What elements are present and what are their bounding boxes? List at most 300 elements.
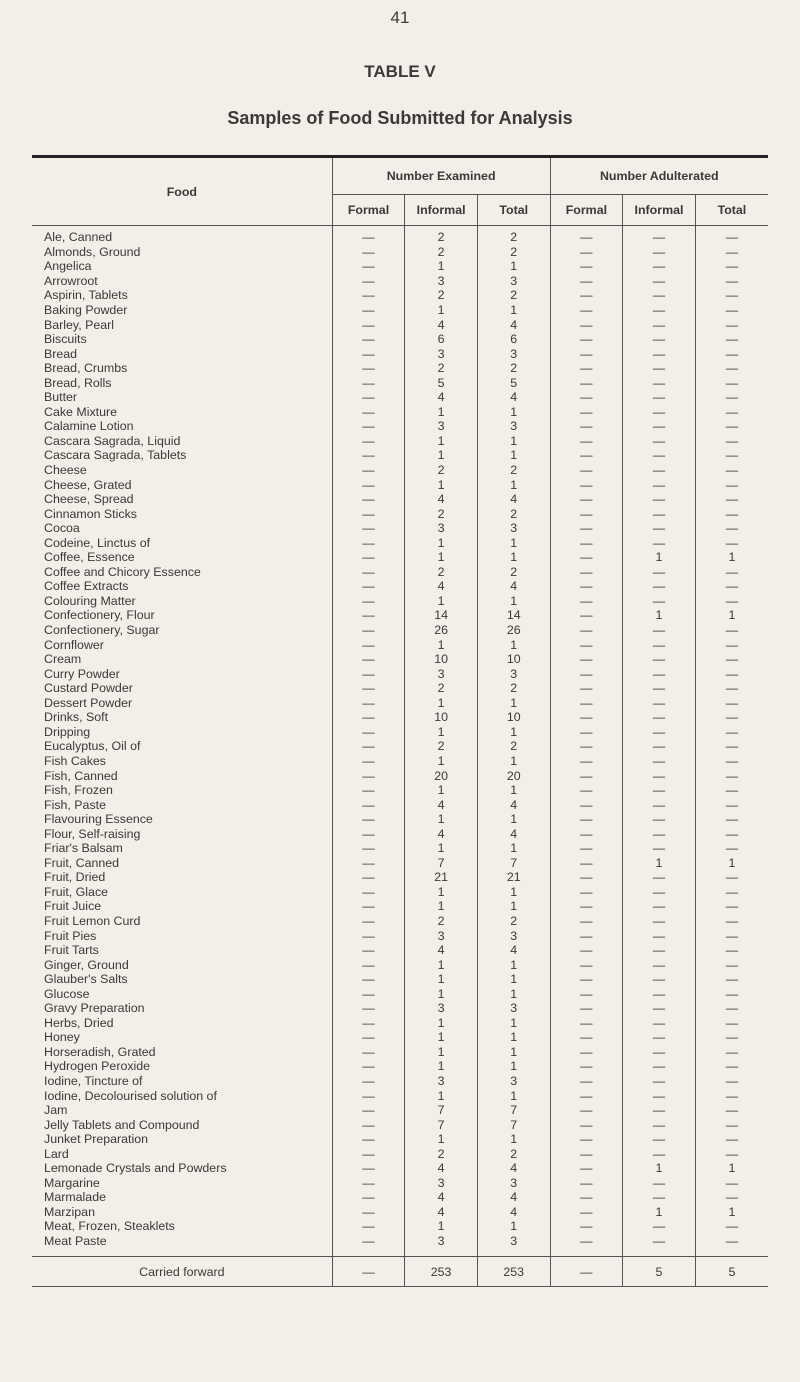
carried-forward-row [32, 1257, 768, 1287]
food-name: Hydrogen Peroxide [44, 1059, 153, 1073]
food-cell [32, 346, 332, 361]
examined-formal: — [362, 317, 375, 332]
examined-informal: 1 [405, 783, 478, 798]
food-name: Honey [44, 1030, 83, 1044]
food-cell [32, 637, 332, 652]
adulterated-formal: — [550, 812, 623, 827]
examined-formal: — [362, 913, 375, 928]
food-name: Fruit, Dried [44, 870, 108, 884]
header-examined-formal: Formal [332, 195, 405, 226]
adulterated-informal: — [623, 885, 696, 900]
examined-total: 6 [477, 332, 550, 347]
examined-total: 1 [477, 1045, 550, 1060]
adulterated-informal: 1 [623, 608, 696, 623]
table-row [32, 390, 768, 405]
adulterated-informal: — [623, 448, 696, 463]
table-row [32, 463, 768, 478]
adulterated-total: — [695, 957, 768, 972]
adulterated-total: — [695, 1117, 768, 1132]
examined-informal: 2 [405, 681, 478, 696]
examined-total: 1 [477, 535, 550, 550]
food-cell [32, 565, 332, 580]
food-name: Bread, Rolls [44, 376, 115, 390]
examined-informal: 2 [405, 226, 478, 245]
examined-formal: — [362, 303, 375, 317]
adulterated-formal: — [550, 1205, 623, 1220]
examined-formal: — [362, 1175, 375, 1190]
table-row [32, 637, 768, 652]
examined-informal: 2 [405, 506, 478, 521]
adulterated-informal: — [623, 1219, 696, 1234]
examined-formal: — [362, 681, 375, 696]
adulterated-formal: — [550, 1103, 623, 1118]
examined-formal: — [362, 753, 375, 768]
examined-informal: 1 [405, 434, 478, 449]
adulterated-formal: — [550, 623, 623, 638]
examined-formal: — [362, 1103, 375, 1118]
adulterated-formal: — [550, 434, 623, 449]
examined-total: 3 [477, 1074, 550, 1089]
examined-formal: — [362, 1132, 375, 1147]
food-name: Coffee Extracts [44, 579, 131, 593]
adulterated-informal: — [623, 943, 696, 958]
adulterated-informal: — [623, 405, 696, 420]
adulterated-total: — [695, 1103, 768, 1118]
adulterated-total: — [695, 1059, 768, 1074]
adulterated-total: — [695, 986, 768, 1001]
adulterated-informal: — [623, 652, 696, 667]
examined-informal: 1 [405, 477, 478, 492]
examined-total: 1 [477, 1088, 550, 1103]
food-cell [32, 361, 332, 376]
table-row [32, 579, 768, 594]
food-cell [32, 783, 332, 798]
table-row [32, 986, 768, 1001]
examined-formal: — [362, 230, 375, 245]
examined-total: 1 [477, 696, 550, 711]
adulterated-formal: — [550, 914, 623, 929]
food-cell [32, 1205, 332, 1220]
examined-total: 1 [477, 812, 550, 827]
adulterated-informal: — [623, 681, 696, 696]
table-row [32, 434, 768, 449]
adulterated-total: — [695, 375, 768, 390]
page-number: 41 [390, 8, 410, 27]
food-name: Cream [44, 652, 84, 666]
food-analysis-table [32, 155, 768, 1287]
adulterated-informal: 1 [623, 550, 696, 565]
food-cell [32, 986, 332, 1001]
carried-examined-total: 253 [477, 1257, 550, 1287]
food-cell [32, 303, 332, 318]
food-name: Dessert Powder [44, 696, 135, 710]
adulterated-total: — [695, 288, 768, 303]
food-cell [32, 535, 332, 550]
examined-formal: — [362, 1073, 375, 1088]
adulterated-informal: — [623, 928, 696, 943]
food-name: Lard [44, 1147, 72, 1161]
examined-formal: — [362, 652, 375, 667]
examined-total: 2 [477, 245, 550, 260]
food-name: Jelly Tablets and Compound [44, 1118, 202, 1132]
examined-formal: — [362, 986, 375, 1001]
examined-informal: 1 [405, 535, 478, 550]
adulterated-formal: — [550, 259, 623, 274]
examined-formal: — [362, 244, 375, 259]
examined-total: 2 [477, 226, 550, 245]
adulterated-informal: — [623, 332, 696, 347]
header-adulterated-total: Total [695, 195, 768, 226]
examined-informal: 3 [405, 521, 478, 536]
adulterated-informal: — [623, 1103, 696, 1118]
examined-total: 26 [477, 623, 550, 638]
food-name: Flour, Self-raising [44, 827, 143, 841]
examined-informal: 1 [405, 986, 478, 1001]
table-row [32, 885, 768, 900]
examined-total: 7 [477, 1117, 550, 1132]
adulterated-total: — [695, 405, 768, 420]
examined-informal: 2 [405, 361, 478, 376]
examined-total: 1 [477, 972, 550, 987]
adulterated-total: — [695, 666, 768, 681]
food-cell [32, 492, 332, 507]
food-cell [32, 463, 332, 478]
adulterated-total: — [695, 506, 768, 521]
adulterated-informal: — [623, 1059, 696, 1074]
food-cell [32, 434, 332, 449]
examined-informal: 3 [405, 1001, 478, 1016]
food-cell [32, 1045, 332, 1060]
food-name: Cinnamon Sticks [44, 507, 140, 521]
examined-formal: — [362, 521, 375, 536]
examined-formal: — [362, 477, 375, 492]
adulterated-total: — [695, 928, 768, 943]
adulterated-total: — [695, 1234, 768, 1249]
adulterated-informal: — [623, 1146, 696, 1161]
adulterated-total: — [695, 1001, 768, 1016]
adulterated-formal: — [550, 1088, 623, 1103]
examined-informal: 3 [405, 666, 478, 681]
table-row [32, 1088, 768, 1103]
examined-informal: 1 [405, 957, 478, 972]
examined-formal: — [362, 390, 375, 405]
food-cell [32, 885, 332, 900]
examined-formal: — [362, 957, 375, 972]
table-row [32, 274, 768, 289]
adulterated-total: 1 [695, 1161, 768, 1176]
adulterated-total: — [695, 594, 768, 609]
adulterated-total: — [695, 870, 768, 885]
adulterated-total: — [695, 1045, 768, 1060]
table-row [32, 535, 768, 550]
food-name: Meat, Frozen, Steaklets [44, 1219, 178, 1233]
adulterated-formal: — [550, 594, 623, 609]
examined-informal: 1 [405, 725, 478, 740]
adulterated-total: — [695, 783, 768, 798]
adulterated-formal: — [550, 1117, 623, 1132]
adulterated-formal: — [550, 928, 623, 943]
examined-total: 3 [477, 1001, 550, 1016]
adulterated-total: — [695, 521, 768, 536]
food-cell [32, 972, 332, 987]
examined-formal: — [362, 710, 375, 725]
examined-informal: 4 [405, 1205, 478, 1220]
examined-informal: 7 [405, 1117, 478, 1132]
table-row [32, 1059, 768, 1074]
examined-informal: 1 [405, 696, 478, 711]
food-name: Curry Powder [44, 667, 123, 681]
examined-total: 2 [477, 739, 550, 754]
examined-total: 7 [477, 1103, 550, 1118]
table-row [32, 1176, 768, 1191]
food-name: Barley, Pearl [44, 318, 117, 332]
table-row [32, 1016, 768, 1031]
examined-formal: — [362, 259, 375, 274]
examined-formal: — [362, 1059, 375, 1074]
examined-total: 1 [477, 885, 550, 900]
examined-formal: — [362, 928, 375, 943]
examined-informal: 1 [405, 594, 478, 609]
examined-informal: 2 [405, 245, 478, 260]
examined-informal: 3 [405, 346, 478, 361]
food-cell [32, 666, 332, 681]
adulterated-total: — [695, 1074, 768, 1089]
food-cell [32, 288, 332, 303]
adulterated-total: — [695, 245, 768, 260]
adulterated-informal: — [623, 1132, 696, 1147]
table-row [32, 226, 768, 245]
food-cell [32, 375, 332, 390]
examined-informal: 1 [405, 885, 478, 900]
adulterated-informal: — [623, 419, 696, 434]
examined-informal: 4 [405, 1190, 478, 1205]
food-cell [32, 681, 332, 696]
food-cell [32, 710, 332, 725]
adulterated-informal: — [623, 1045, 696, 1060]
examined-total: 21 [477, 870, 550, 885]
food-cell [32, 405, 332, 420]
adulterated-informal: — [623, 288, 696, 303]
adulterated-total: — [695, 681, 768, 696]
examined-informal: 14 [405, 608, 478, 623]
examined-informal: 2 [405, 565, 478, 580]
dot-leader [32, 1103, 328, 1118]
adulterated-total: 1 [695, 1205, 768, 1220]
examined-formal: — [362, 273, 375, 288]
adulterated-informal: — [623, 274, 696, 289]
food-name: Gravy Preparation [44, 1001, 148, 1015]
table-row [32, 899, 768, 914]
food-cell [32, 899, 332, 914]
examined-formal: — [362, 346, 375, 361]
adulterated-informal: — [623, 725, 696, 740]
adulterated-informal: — [623, 768, 696, 783]
adulterated-formal: — [550, 608, 623, 623]
examined-formal: — [362, 1117, 375, 1132]
examined-informal: 3 [405, 1074, 478, 1089]
examined-formal: — [362, 1088, 375, 1103]
examined-total: 4 [477, 1205, 550, 1220]
examined-total: 20 [477, 768, 550, 783]
examined-informal: 1 [405, 841, 478, 856]
adulterated-total: — [695, 623, 768, 638]
food-name: Butter [44, 390, 80, 404]
food-name: Cascara Sagrada, Tablets [44, 448, 189, 462]
examined-formal: — [362, 419, 375, 434]
food-name: Coffee and Chicory Essence [44, 565, 204, 579]
food-cell [32, 317, 332, 332]
adulterated-formal: — [550, 768, 623, 783]
adulterated-informal: — [623, 666, 696, 681]
table-row [32, 506, 768, 521]
adulterated-informal: — [623, 826, 696, 841]
examined-informal: 3 [405, 928, 478, 943]
adulterated-total: — [695, 768, 768, 783]
food-cell [32, 797, 332, 812]
adulterated-total: — [695, 739, 768, 754]
adulterated-total: — [695, 274, 768, 289]
adulterated-formal: — [550, 710, 623, 725]
carried-adulterated-informal: 5 [623, 1257, 696, 1287]
examined-informal: 4 [405, 390, 478, 405]
examined-total: 1 [477, 841, 550, 856]
header-number-adulterated: Number Adulterated [550, 157, 768, 195]
examined-formal: — [362, 579, 375, 594]
dot-leader [32, 1146, 328, 1161]
examined-formal: — [362, 550, 375, 565]
examined-total: 3 [477, 521, 550, 536]
examined-total: 1 [477, 1059, 550, 1074]
examined-informal: 4 [405, 943, 478, 958]
food-cell [32, 390, 332, 405]
adulterated-informal: 1 [623, 856, 696, 871]
header-food: Food [32, 157, 332, 226]
food-cell [32, 419, 332, 434]
food-name: Colouring Matter [44, 594, 139, 608]
examined-total: 1 [477, 477, 550, 492]
header-examined-total: Total [477, 195, 550, 226]
food-cell [32, 448, 332, 463]
adulterated-formal: — [550, 972, 623, 987]
examined-informal: 20 [405, 768, 478, 783]
food-name: Aspirin, Tablets [44, 288, 131, 302]
examined-informal: 1 [405, 303, 478, 318]
examined-formal: — [362, 972, 375, 987]
adulterated-total: — [695, 1146, 768, 1161]
header-adulterated-formal: Formal [550, 195, 623, 226]
table-row [32, 870, 768, 885]
food-cell [32, 579, 332, 594]
adulterated-total: — [695, 812, 768, 827]
adulterated-informal: — [623, 1074, 696, 1089]
table-row [32, 419, 768, 434]
food-name: Fruit Tarts [44, 943, 102, 957]
food-name: Calamine Lotion [44, 419, 137, 433]
food-name: Almonds, Ground [44, 245, 143, 259]
adulterated-formal: — [550, 303, 623, 318]
table-row [32, 405, 768, 420]
food-name: Marzipan [44, 1205, 98, 1219]
adulterated-total: — [695, 1030, 768, 1045]
adulterated-formal: — [550, 870, 623, 885]
food-cell [32, 943, 332, 958]
food-name: Fruit, Canned [44, 856, 122, 870]
adulterated-formal: — [550, 477, 623, 492]
food-name: Fish, Paste [44, 798, 109, 812]
food-name: Friar's Balsam [44, 841, 126, 855]
adulterated-total: — [695, 579, 768, 594]
adulterated-formal: — [550, 1234, 623, 1249]
examined-formal: — [362, 463, 375, 478]
examined-formal: — [362, 884, 375, 899]
adulterated-informal: — [623, 1117, 696, 1132]
table-row [32, 1146, 768, 1161]
examined-formal: — [362, 812, 375, 827]
food-cell [32, 623, 332, 638]
examined-informal: 2 [405, 914, 478, 929]
examined-total: 2 [477, 1146, 550, 1161]
adulterated-total: — [695, 899, 768, 914]
adulterated-formal: — [550, 274, 623, 289]
adulterated-formal: — [550, 783, 623, 798]
examined-informal: 1 [405, 1132, 478, 1147]
food-cell [32, 1059, 332, 1074]
adulterated-informal: — [623, 259, 696, 274]
table-row [32, 797, 768, 812]
food-cell [32, 957, 332, 972]
adulterated-formal: — [550, 245, 623, 260]
food-cell [32, 812, 332, 827]
adulterated-formal: — [550, 1059, 623, 1074]
food-cell [32, 856, 332, 871]
examined-total: 1 [477, 434, 550, 449]
food-name: Flavouring Essence [44, 812, 156, 826]
table-row [32, 710, 768, 725]
table-title: TABLE V [364, 62, 436, 81]
adulterated-formal: — [550, 957, 623, 972]
examined-informal: 1 [405, 1016, 478, 1031]
adulterated-informal: 1 [623, 1161, 696, 1176]
table-row [32, 841, 768, 856]
adulterated-total: — [695, 535, 768, 550]
adulterated-formal: — [550, 332, 623, 347]
examined-formal: — [362, 841, 375, 856]
adulterated-total: — [695, 434, 768, 449]
examined-total: 2 [477, 681, 550, 696]
food-name: Herbs, Dried [44, 1016, 117, 1030]
examined-total: 1 [477, 1219, 550, 1234]
adulterated-formal: — [550, 696, 623, 711]
food-cell [32, 870, 332, 885]
examined-total: 4 [477, 579, 550, 594]
food-cell [32, 914, 332, 929]
food-cell [32, 768, 332, 783]
food-name: Bread [44, 347, 80, 361]
adulterated-informal: — [623, 1190, 696, 1205]
examined-total: 4 [477, 943, 550, 958]
adulterated-formal: — [550, 565, 623, 580]
examined-informal: 1 [405, 1030, 478, 1045]
examined-total: 1 [477, 405, 550, 420]
food-name: Cocoa [44, 521, 83, 535]
table-row [32, 783, 768, 798]
adulterated-informal: — [623, 521, 696, 536]
examined-informal: 1 [405, 812, 478, 827]
food-name: Glucose [44, 987, 92, 1001]
table-row [32, 957, 768, 972]
adulterated-total: — [695, 826, 768, 841]
adulterated-informal: — [623, 346, 696, 361]
